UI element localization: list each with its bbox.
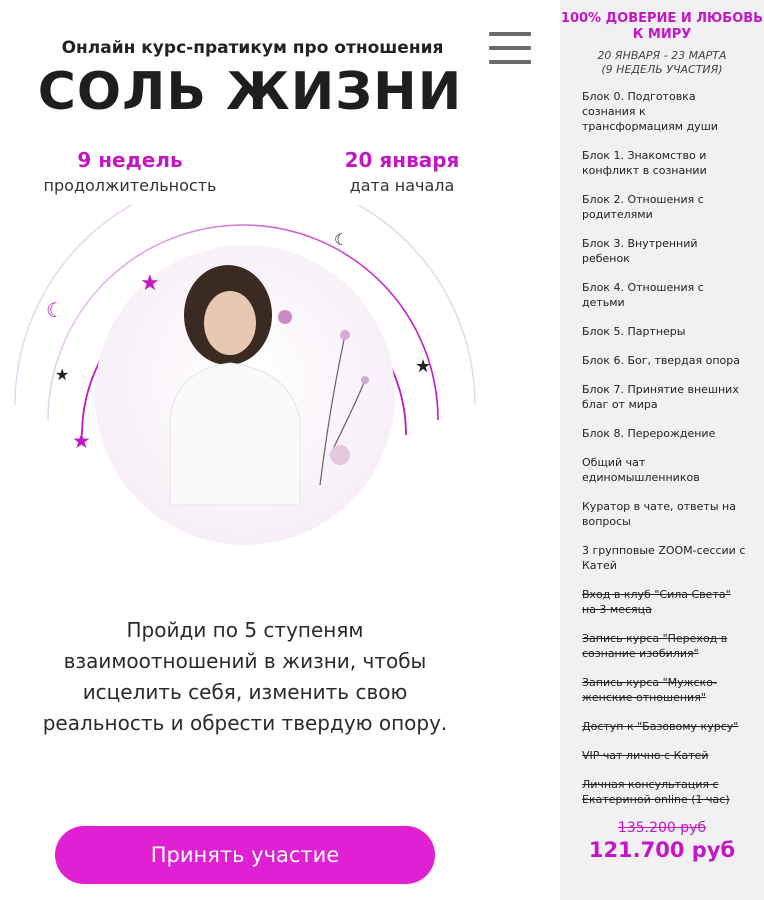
course-subtitle: Онлайн курс-пратикум про отношения [61,38,444,58]
sidebar-heading: 100% ДОВЕРИЕ И ЛЮБОВЬ К МИРУ [560,11,764,42]
feature-item: Общий чат единомышленников [582,456,700,484]
feature-item: Блок 6. Бог, твердая опора [582,354,740,367]
feature-item: Блок 8. Перерождение [582,427,716,440]
feature-item: Блок 0. Подготовка сознания к трансформациям души [582,90,718,133]
pricing-sidebar [560,0,764,900]
sidebar-date-range: 20 ЯНВАРЯ - 23 МАРТА [597,49,727,62]
star-icon-pink-top: ★ [140,271,160,296]
feature-item: VIP чат лично с Катей [582,749,709,762]
feature-list [560,89,764,807]
feature-item: Запись курса "Мужско-женские отношения" [582,676,717,704]
moon-icon-top: ☾ [334,230,349,249]
course-title: СОЛЬ ЖИЗНИ [37,62,463,122]
stat-start-date [300,148,504,195]
feature-item: Блок 2. Отношения с родителями [582,193,704,221]
feature-item: Личная консультация с Екатериной online (1 час) [582,778,730,806]
feature-item: Блок 1. Знакомство и конфликт в сознании [582,149,707,177]
star-icon-pink-left: ★ [72,429,91,453]
sidebar-weeks: (9 НЕДЕЛЬ УЧАСТИЯ) [601,63,723,76]
feature-item: Запись курса "Переход в сознание изобилия" [582,632,728,660]
current-price: 121.700 руб [588,838,736,862]
feature-item: Доступ к "Базовому курсу" [582,720,739,733]
moon-icon-left: ☾ [46,298,64,322]
stat-duration-value: 9 недель [77,148,183,172]
star-icon-black-right: ★ [415,356,432,377]
hamburger-menu-icon[interactable] [489,32,531,64]
sidebar-dates [560,49,764,77]
feature-item: Блок 3. Внутренний ребенок [582,237,698,265]
star-icon-black-left: ★ [55,365,70,384]
feature-item: Блок 4. Отношения с детьми [582,281,704,309]
stat-duration [30,148,230,195]
old-price: 135.200 руб [617,820,707,836]
stat-start-label: дата начала [349,176,455,195]
hero-illustration [0,205,560,565]
stat-duration-label: продолжительность [43,176,217,195]
feature-item: Блок 7. Принятие внешних благ от мира [582,383,739,411]
feature-item: 3 групповые ZOOM-сессии с Катей [582,544,746,572]
join-button[interactable]: Принять участие [55,826,435,884]
feature-item: Куратор в чате, ответы на вопросы [582,500,736,528]
feature-item: Блок 5. Партнеры [582,325,686,338]
feature-item: Вход в клуб "Сила Света" на 3 месяца [582,588,731,616]
stat-start-value: 20 января [344,148,460,172]
tagline: Пройди по 5 ступеням взаимоотношений в жизни, чтобы исцелить себя, изменить свою реальность и обрести твердую опору. [42,618,448,735]
